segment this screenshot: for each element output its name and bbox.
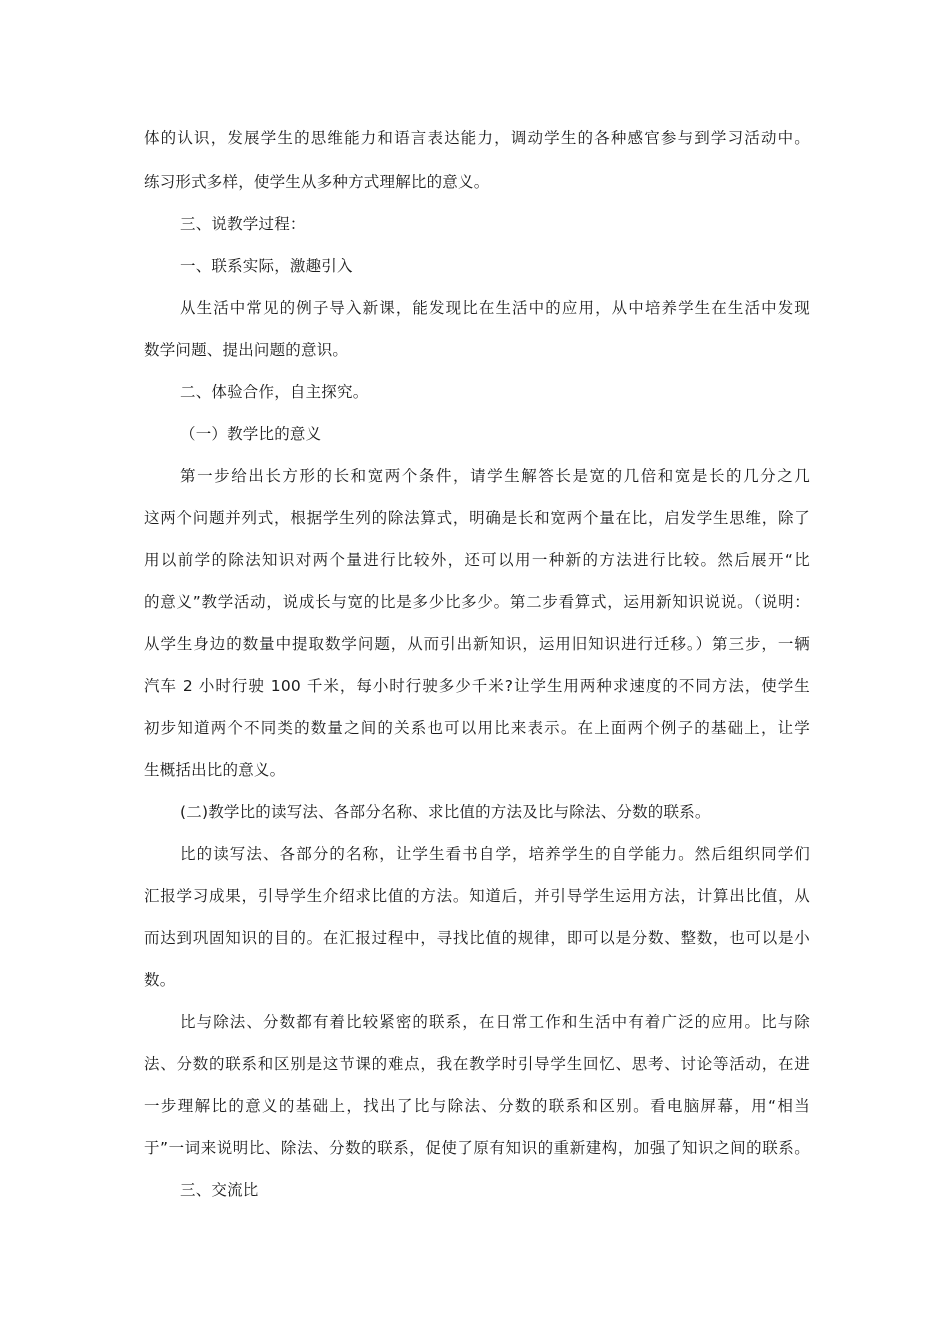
paragraph-line: 生概括出比的意义。 xyxy=(144,761,286,779)
paragraph-line: 体的认识，发展学生的思维能力和语言表达能力，调动学生的各种感官参与到学习活动中。 xyxy=(144,129,810,147)
paragraph-line: 比的读写法、各部分的名称，让学生看书自学，培养学生的自学能力。然后组织同学们 xyxy=(180,845,810,863)
section-heading: 三、说教学过程： xyxy=(180,215,306,233)
paragraph-line: 初步知道两个不同类的数量之间的关系也可以用比来表示。在上面两个例子的基础上，让学 xyxy=(144,719,810,737)
subsection-heading: （一）教学比的意义 xyxy=(180,425,322,443)
section-heading: 三、交流比 xyxy=(180,1181,259,1199)
paragraph-line: 用以前学的除法知识对两个量进行比较外，还可以用一种新的方法进行比较。然后展开“比 xyxy=(144,551,810,569)
paragraph-line: 于”一词来说明比、除法、分数的联系，促使了原有知识的重新建构，加强了知识之间的联系。 xyxy=(144,1139,810,1157)
paragraph-line: 从学生身边的数量中提取数学问题，从而引出新知识，运用旧知识进行迁移。）第三步，一辆 xyxy=(144,635,810,653)
paragraph-line: 的意义”教学活动，说成长与宽的比是多少比多少。第二步看算式，运用新知识说说。（说明： xyxy=(144,593,810,611)
subsection-heading: 二、体验合作，自主探究。 xyxy=(180,383,369,401)
paragraph-line: 汇报学习成果，引导学生介绍求比值的方法。知道后，并引导学生运用方法，计算出比值，从 xyxy=(144,887,810,905)
paragraph-line: 练习形式多样，使学生从多种方式理解比的意义。 xyxy=(144,173,490,191)
paragraph-line: 而达到巩固知识的目的。在汇报过程中，寻找比值的规律，即可以是分数、整数，也可以是小 xyxy=(144,929,810,947)
paragraph-line: 法、分数的联系和区别是这节课的难点，我在教学时引导学生回忆、思考、讨论等活动，在进 xyxy=(144,1055,810,1073)
paragraph-line: 汽车 2 小时行驶 100 千米，每小时行驶多少千米?让学生用两种求速度的不同方法，使学生 xyxy=(144,677,810,695)
paragraph-line: 第一步给出长方形的长和宽两个条件，请学生解答长是宽的几倍和宽是长的几分之几 xyxy=(180,467,810,485)
paragraph-line: 这两个问题并列式，根据学生列的除法算式，明确是长和宽两个量在比，启发学生思维，除了 xyxy=(144,509,810,527)
subsection-heading: (二)教学比的读写法、各部分名称、求比值的方法及比与除法、分数的联系。 xyxy=(180,803,711,821)
paragraph-line: 数。 xyxy=(144,971,176,989)
paragraph-line: 数学问题、提出问题的意识。 xyxy=(144,341,349,359)
paragraph-line: 从生活中常见的例子导入新课，能发现比在生活中的应用，从中培养学生在生活中发现 xyxy=(180,299,810,317)
paragraph-line: 一步理解比的意义的基础上，找出了比与除法、分数的联系和区别。看电脑屏幕，用“相当 xyxy=(144,1097,810,1115)
paragraph-line: 比与除法、分数都有着比较紧密的联系，在日常工作和生活中有着广泛的应用。比与除 xyxy=(180,1013,810,1031)
subsection-heading: 一、联系实际，激趣引入 xyxy=(180,257,353,275)
